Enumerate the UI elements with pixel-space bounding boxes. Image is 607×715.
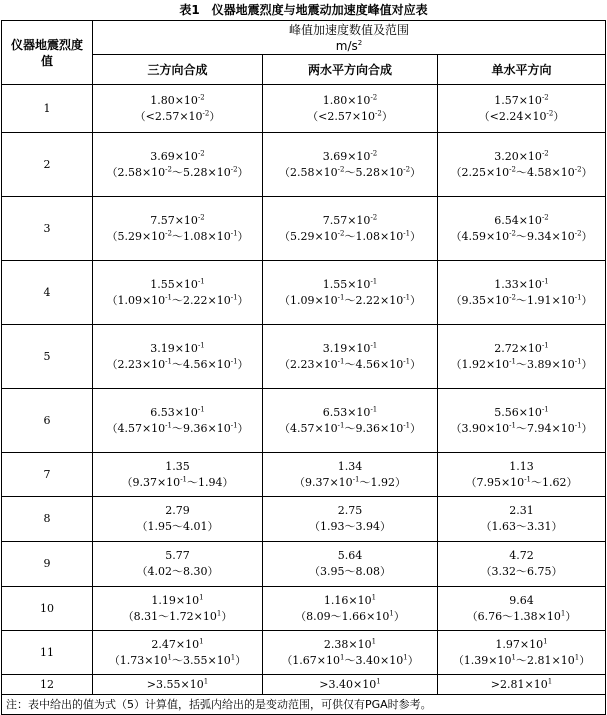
acceleration-cell bbox=[93, 631, 263, 675]
acceleration-cell bbox=[438, 497, 606, 542]
intensity-value: 10 bbox=[2, 587, 93, 631]
intensity-value: 6 bbox=[2, 389, 93, 453]
table-row bbox=[2, 389, 606, 453]
acceleration-cell bbox=[263, 325, 438, 389]
peak-value: 2.31 bbox=[509, 504, 534, 517]
peak-value: $3.19\times 10^{-1}$ bbox=[322, 340, 378, 355]
peak-value: $5.56\times 10^{-1}$ bbox=[494, 404, 549, 419]
value-range: $(4.57\times 10^{-1}\sim 9.36\times 10^{-1})$ bbox=[278, 420, 422, 435]
intensity-value: 12 bbox=[2, 675, 93, 695]
peak-value: $6.54\times 10^{-2}$ bbox=[494, 212, 549, 227]
table-row bbox=[2, 325, 606, 389]
value-range: （3.95～8.08） bbox=[309, 565, 391, 578]
acceleration-cell bbox=[438, 587, 606, 631]
header-single-horizontal: 单水平方向 bbox=[438, 55, 606, 85]
value-range: $(2.25\times 10^{-2}\sim 4.58\times 10^{-2})$ bbox=[450, 164, 593, 179]
acceleration-cell bbox=[438, 675, 606, 695]
intensity-value: 4 bbox=[2, 261, 93, 325]
peak-value: $>2.81\times 10^1$ bbox=[490, 676, 553, 691]
peak-value: 2.75 bbox=[337, 504, 363, 517]
header-group-label: 峰值加速度数值及范围 bbox=[288, 22, 409, 37]
peak-value: 2.79 bbox=[165, 504, 190, 517]
value-range: （4.02～8.30） bbox=[136, 565, 219, 578]
table-row bbox=[2, 261, 606, 325]
peak-value: $1.80\times 10^{-2}$ bbox=[322, 92, 378, 107]
header-intensity: 仪器地震烈度值 bbox=[2, 21, 93, 85]
intensity-value: 3 bbox=[2, 197, 93, 261]
peak-value: 9.64 bbox=[509, 593, 534, 607]
intensity-value: 7 bbox=[2, 453, 93, 497]
header-two-horizontal: 两水平方向合成 bbox=[263, 55, 438, 85]
peak-value: $6.53\times 10^{-1}$ bbox=[150, 404, 205, 419]
peak-value: 5.77 bbox=[165, 549, 190, 562]
peak-value: $>3.40\times 10^1$ bbox=[319, 676, 381, 691]
acceleration-cell bbox=[263, 261, 438, 325]
peak-value: $1.57\times 10^{-2}$ bbox=[494, 92, 549, 107]
acceleration-cell bbox=[93, 587, 263, 631]
acceleration-cell bbox=[93, 389, 263, 453]
acceleration-cell bbox=[93, 133, 263, 197]
peak-value: 5.64 bbox=[337, 549, 363, 562]
acceleration-cell bbox=[438, 453, 606, 497]
value-range: $(7.95\times 10^{-1}\sim 1.62)$ bbox=[465, 474, 578, 489]
intensity-value: 2 bbox=[2, 133, 93, 197]
table-row bbox=[2, 453, 606, 497]
acceleration-cell bbox=[263, 197, 438, 261]
value-range: $(2.58\times 10^{-2}\sim 5.28\times 10^{-2})$ bbox=[106, 164, 249, 179]
header-group bbox=[93, 21, 606, 55]
acceleration-cell bbox=[263, 587, 438, 631]
intensity-value: 8 bbox=[2, 497, 93, 542]
value-range: （3.32～6.75） bbox=[480, 565, 563, 578]
peak-value: $2.38\times 10^1$ bbox=[323, 636, 377, 651]
intensity-value: 9 bbox=[2, 542, 93, 587]
acceleration-cell bbox=[263, 631, 438, 675]
value-range: $(1.67\times 10^1\sim 3.40\times 10^1)$ bbox=[281, 652, 419, 667]
value-range: $(<2.57\times 10^{-2})$ bbox=[307, 108, 393, 123]
acceleration-cell bbox=[93, 261, 263, 325]
peak-value: 4.72 bbox=[509, 549, 534, 562]
acceleration-cell bbox=[438, 197, 606, 261]
acceleration-cell bbox=[263, 453, 438, 497]
value-range: $(4.57\times 10^{-1}\sim 9.36\times 10^{-1})$ bbox=[106, 420, 249, 435]
acceleration-cell bbox=[263, 542, 438, 587]
peak-value: $2.47\times 10^1$ bbox=[151, 636, 204, 651]
table-row bbox=[2, 675, 606, 695]
table-row bbox=[2, 85, 606, 133]
acceleration-cell bbox=[93, 325, 263, 389]
value-range: $(9.37\times 10^{-1}\sim 1.92)$ bbox=[293, 474, 407, 489]
value-range: $(9.35\times 10^{-2}\sim 1.91\times 10^{-1})$ bbox=[450, 292, 593, 307]
table-row bbox=[2, 497, 606, 542]
value-range: $(1.09\times 10^{-1}\sim 2.22\times 10^{-1})$ bbox=[278, 292, 422, 307]
peak-value: $>3.55\times 10^1$ bbox=[146, 676, 209, 691]
header-three-direction: 三方向合成 bbox=[93, 55, 263, 85]
value-range: $(1.92\times 10^{-1}\sim 3.89\times 10^{-1})$ bbox=[450, 356, 593, 371]
table-note: 注：表中给出的值为式（5）计算值，括弧内给出的是变动范围，可供仅有PGA时参考。 bbox=[2, 695, 606, 715]
value-range: $(<2.24\times 10^{-2})$ bbox=[478, 108, 565, 123]
table-row bbox=[2, 631, 606, 675]
value-range: $(<2.57\times 10^{-2})$ bbox=[134, 108, 221, 123]
table-row bbox=[2, 133, 606, 197]
peak-value: $6.53\times 10^{-1}$ bbox=[322, 404, 378, 419]
acceleration-cell bbox=[93, 542, 263, 587]
intensity-value: 11 bbox=[2, 631, 93, 675]
table-row bbox=[2, 542, 606, 587]
acceleration-cell bbox=[438, 325, 606, 389]
value-range: （1.63～3.31） bbox=[480, 520, 563, 533]
acceleration-cell bbox=[93, 453, 263, 497]
value-range: （1.93～3.94） bbox=[309, 520, 391, 533]
value-range: $(9.37\times 10^{-1}\sim 1.94)$ bbox=[121, 474, 234, 489]
peak-value: $1.33\times 10^{-1}$ bbox=[494, 276, 549, 291]
peak-value: 1.35 bbox=[165, 459, 190, 473]
peak-value: $3.69\times 10^{-2}$ bbox=[150, 148, 205, 163]
acceleration-cell bbox=[93, 497, 263, 542]
table-row bbox=[2, 587, 606, 631]
intensity-acceleration-table bbox=[1, 20, 606, 715]
value-range: $(4.59\times 10^{-2}\sim 9.34\times 10^{-2})$ bbox=[450, 228, 593, 243]
acceleration-cell bbox=[438, 542, 606, 587]
peak-value: $3.69\times 10^{-2}$ bbox=[322, 148, 378, 163]
value-range: $(1.73\times 10^1\sim 3.55\times 10^1)$ bbox=[108, 652, 247, 667]
value-range: $(2.23\times 10^{-1}\sim 4.56\times 10^{-1})$ bbox=[106, 356, 249, 371]
value-range: $(8.09\sim 1.66\times 10^1)$ bbox=[295, 608, 405, 623]
acceleration-cell bbox=[263, 133, 438, 197]
value-range: $(5.29\times 10^{-2}\sim 1.08\times 10^{-1})$ bbox=[106, 228, 249, 243]
table-row bbox=[2, 197, 606, 261]
peak-value: 1.13 bbox=[509, 459, 534, 473]
peak-value: $7.57\times 10^{-2}$ bbox=[150, 212, 205, 227]
acceleration-cell bbox=[438, 261, 606, 325]
value-range: $(1.39\times 10^1\sim 2.81\times 10^1)$ bbox=[452, 652, 591, 667]
peak-value: $1.80\times 10^{-2}$ bbox=[150, 92, 205, 107]
value-range: $(3.90\times 10^{-1}\sim 7.94\times 10^{-1})$ bbox=[450, 420, 593, 435]
value-range: $(2.23\times 10^{-1}\sim 4.56\times 10^{-1})$ bbox=[278, 356, 422, 371]
acceleration-cell bbox=[263, 497, 438, 542]
peak-value: $1.19\times 10^1$ bbox=[151, 592, 204, 607]
acceleration-cell bbox=[93, 197, 263, 261]
peak-value: $2.72\times 10^{-1}$ bbox=[494, 340, 549, 355]
acceleration-cell bbox=[93, 85, 263, 133]
peak-value: $7.57\times 10^{-2}$ bbox=[322, 212, 378, 227]
acceleration-cell bbox=[93, 675, 263, 695]
peak-value: $1.55\times 10^{-1}$ bbox=[322, 276, 378, 291]
value-range: $(1.09\times 10^{-1}\sim 2.22\times 10^{-1})$ bbox=[106, 292, 249, 307]
acceleration-cell bbox=[263, 85, 438, 133]
peak-value: 1.34 bbox=[337, 459, 363, 473]
peak-value: $3.19\times 10^{-1}$ bbox=[150, 340, 205, 355]
acceleration-cell bbox=[438, 631, 606, 675]
acceleration-cell bbox=[263, 675, 438, 695]
table-title: 表1 仪器地震烈度与地震动加速度峰值对应表 bbox=[179, 3, 428, 17]
acceleration-cell bbox=[438, 133, 606, 197]
value-range: $(8.31\sim 1.72\times 10^1)$ bbox=[122, 608, 233, 623]
intensity-value: 5 bbox=[2, 325, 93, 389]
peak-value: $1.97\times 10^1$ bbox=[495, 636, 548, 651]
acceleration-cell bbox=[438, 85, 606, 133]
value-range: （1.95～4.01） bbox=[136, 520, 219, 533]
intensity-value: 1 bbox=[2, 85, 93, 133]
value-range: $(2.58\times 10^{-2}\sim 5.28\times 10^{-2})$ bbox=[278, 164, 422, 179]
peak-value: $3.20\times 10^{-2}$ bbox=[494, 148, 549, 163]
acceleration-cell bbox=[263, 389, 438, 453]
header-unit: $m/s^2$ bbox=[335, 38, 363, 53]
acceleration-cell bbox=[438, 389, 606, 453]
value-range: $(5.29\times 10^{-2}\sim 1.08\times 10^{-1})$ bbox=[278, 228, 422, 243]
peak-value: $1.55\times 10^{-1}$ bbox=[150, 276, 205, 291]
peak-value: $1.16\times 10^1$ bbox=[323, 592, 377, 607]
value-range: $(6.76\sim 1.38\times 10^1)$ bbox=[466, 608, 577, 623]
